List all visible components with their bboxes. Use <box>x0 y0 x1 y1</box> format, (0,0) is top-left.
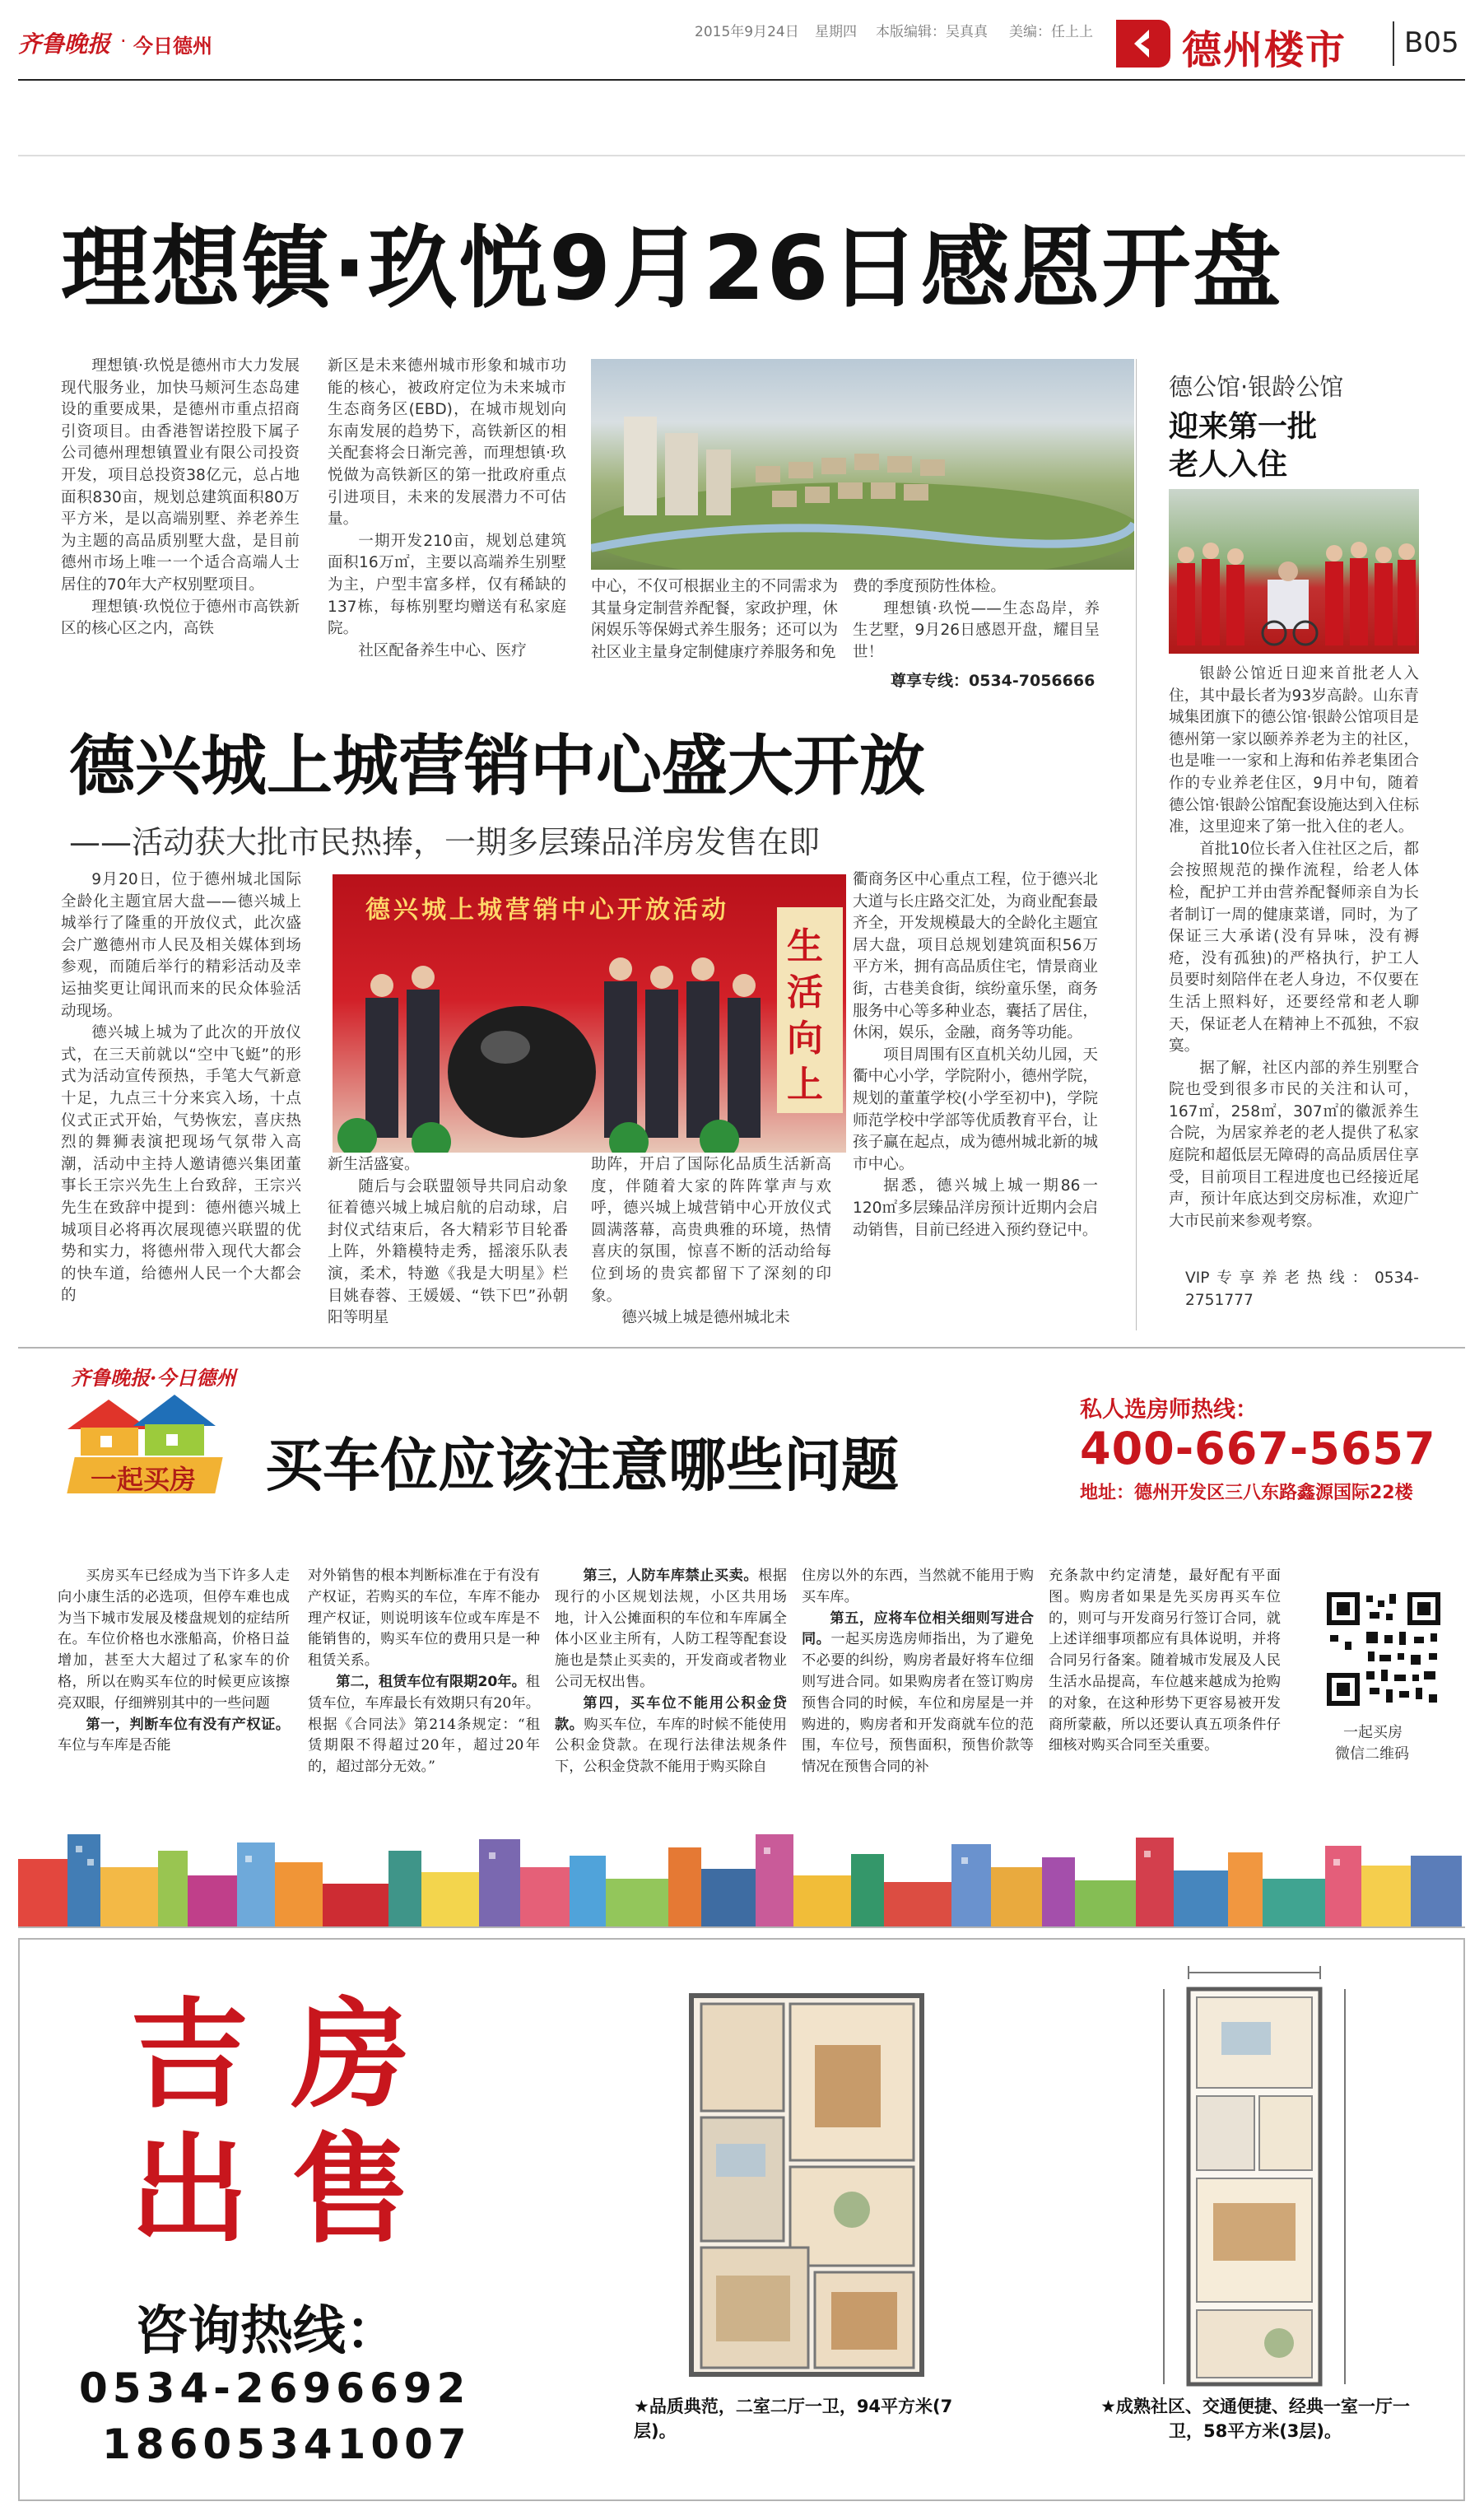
article3-kicker: 德公馆·银龄公馆 <box>1169 373 1344 401</box>
project-aerial-photo <box>591 359 1134 570</box>
article3-title2: 老人入住 <box>1169 448 1288 482</box>
paragraph <box>308 1672 540 1778</box>
article3-title1: 迎来第一批 <box>1169 410 1318 444</box>
article2-col-right <box>853 869 1098 1325</box>
paragraph: 充条款中约定清楚，最好配有平面图。购房者如果是先买房再买车位的，则可与开发商另行签订合同，就上述详细事项都应有具体说明，并将合同另行备案。随着城市发展及人民生活水品提高，车位越来越成为抢购的对象，在这种形势下更容易被开发商所蒙蔽，所以还要认真五项条件仔细核对购买合同至关重要。 <box>1049 1568 1281 1754</box>
paragraph <box>58 1715 290 1758</box>
ad-brand: 齐鲁晚报·今日德州 <box>71 1366 236 1390</box>
section-name: 今日德州 <box>133 35 212 58</box>
column-badge-icon <box>1116 20 1170 68</box>
point-text: 一起买房选房师指出，为了避免不必要的纠纷，购房者最好将车位细则写进合同。如果购房者在签订购房预售合同的时候，车位和房屋是一并购进的，购房者和开发商就车位的范围，车位号，预售面积，预售价款等情况在预售合同的补 <box>802 1631 1034 1776</box>
article1-col3 <box>591 576 838 693</box>
sidebar-divider <box>1136 359 1137 1330</box>
article3-body <box>1169 664 1419 1266</box>
point-heading: 第三，人防车库禁止买卖。 <box>583 1568 759 1584</box>
logo-dot: · <box>120 30 127 53</box>
paragraph: 银龄公馆近日迎来首批老人入住，其中最长者为93岁高龄。山东青城集团旗下的德公馆·银龄公馆项目是德州第一家以颐养养老为主的社区，也是唯一一家和上海和佑养老集团合作的专业养老住区，9月中旬，随着德公馆·银龄公馆配套设施达到入住标准，这里迎来了第一批入住的老人。 <box>1169 665 1419 836</box>
floor-plan-2 <box>1147 1956 1361 2401</box>
article1-col2 <box>328 356 566 693</box>
paragraph: 一期开发210亩，规划总建筑面积16万㎡，主要以高端养生别墅为主，户型丰富多样，仅有稀缺的137栋，每栋别墅均赠送有私家庭院。 <box>328 532 566 638</box>
paragraph: 理想镇·玖悦——生态岛岸，养生艺墅，9月26日感恩开盘，耀目呈世！ <box>853 599 1100 661</box>
qr-caption-1: 一起买房 <box>1343 1724 1403 1741</box>
sale-title-char-1: 吉 <box>130 1986 249 2124</box>
ad-address: 地址：德州开发区三八东路鑫源国际22楼 <box>1080 1483 1413 1503</box>
parking-ad <box>18 1347 1465 1928</box>
point-heading: 第四，买车位不能用公积金贷款。 <box>555 1694 787 1733</box>
floor-plan-1 <box>658 1979 955 2391</box>
paragraph: 衢商务区中心重点工程，位于德兴北大道与长庄路交汇处，为商业配套最齐全，开发规模最大的全龄化主题宜居大盘，项目总规划建筑面积56万平方米，拥有高品质住宅，情景商业街，古巷美食街，缤纷童乐堡，商务服务中心等多种业态，囊括了居住，休闲，娱乐，金融，商务等功能。 <box>853 871 1098 1042</box>
hotline-number: 400-667-5657 <box>1080 1423 1436 1474</box>
sale-phone-1: 0534-2696692 <box>79 2364 471 2412</box>
article3-hotline: VIP专享养老热线：0534-2751777 <box>1185 1269 1419 1309</box>
paragraph: 9月20日，位于德州城北国际全龄化主题宜居大盘——德兴城上城举行了隆重的开放仪式，此次盛会广邀德州市人民及相关媒体到场参观，而随后举行的精彩活动及幸运抽奖更让闻讯而来的民众体验活动现场。 <box>61 871 301 1020</box>
paper-logo: 齐鲁晚报 <box>18 30 111 58</box>
paragraph: 首批10位长者入住社区之后，都会按照规范的操作流程，给老人体检，配护工并由营养配餐师亲自为长者制订一周的健康菜谱，同时，为了保证三大承诺(没有异味，没有褥疮，没有孤独)的严格执行，护工人员要时刻陪伴在老人身边，不仅要在生活上照料好，还要经常和老人聊天，保证老人在精神上不孤独，不寂寞。 <box>1169 840 1419 1055</box>
editor: 本版编辑：吴真真 <box>876 24 988 40</box>
point-heading: 第一，判断车位有没有产权证。 <box>86 1716 290 1733</box>
paragraph: 新生活盛宴。 <box>328 1156 420 1173</box>
paragraph: 据悉，德兴城上城一期86一120㎡多层臻品洋房预计近期内会启动销售，目前已经进入预约登记中。 <box>853 1177 1098 1239</box>
paragraph <box>555 1566 787 1693</box>
point-heading: 第五，应将车位相关细则写进合同。 <box>802 1610 1034 1648</box>
paragraph: 助阵，开启了国际化品质生活新高度，伴随着大家的阵阵掌声与欢呼，德兴城上城营销中心开放仪式圆满落幕，高贵典雅的环境，热情喜庆的氛围，惊喜不断的活动给每位到场的贵宾都留下了深刻的印象。 <box>591 1156 831 1305</box>
point-text: 车位与车库是否能 <box>58 1737 171 1754</box>
ad-col3 <box>555 1566 787 1788</box>
article1-col4 <box>853 576 1100 665</box>
article1-col1 <box>61 356 300 693</box>
paragraph: 对外销售的根本判断标准在于有没有产权证，若购买的车位，车库不能办理产权证，则说明该车位或车库是不能销售的，购买车位的费用只是一种租赁关系。 <box>308 1568 540 1670</box>
paragraph: 德兴城上城是德州城北未 <box>621 1309 790 1325</box>
paragraph: 随后与会联盟领导共同启动象征着德兴城上城启航的启动球，启封仪式结束后，各大精彩节目轮番上阵，外籍模特走秀，摇滚乐队表演，柔术，特邀《我是大明星》栏目姚春蓉、王媛媛、“铁下巴”孙朝阳等明星 <box>328 1177 568 1325</box>
house-sale-ad <box>18 1938 1465 2501</box>
top-rule-gray <box>18 155 1465 156</box>
paragraph: 社区配备养生中心、医疗 <box>358 641 527 659</box>
sale-hotline-label: 咨询热线： <box>135 2301 398 2362</box>
buy-together-label: 一起买房 <box>91 1464 197 1495</box>
sale-phone-2: 18605341007 <box>102 2420 472 2468</box>
paragraph: 中心，不仅可根据业主的不同需求为其量身定制营养配餐，家政护理，休闲娱乐等保姆式养生服务；还可以为社区业主量身定制健康疗养服务和免 <box>591 578 838 661</box>
paragraph: 理想镇·玖悦位于德州市高铁新区的核心区之内，高铁 <box>61 598 300 638</box>
article1-hotline: 尊享专线：0534-7056666 <box>891 672 1096 690</box>
ad-title: 买车位应该注意哪些问题 <box>265 1432 899 1499</box>
photo-banner-text: 德兴城上城营销中心开放活动 <box>365 896 729 925</box>
paragraph: 德兴城上城为了此次的开放仪式，在三天前就以“空中飞蜓”的形式为活动宣传预热，手笔大气新意十足，九点三十分来宾入场，十点仪式正式开始，气势恢宏，喜庆热烈的舞狮表演把现场气氛带入高潮，活动中主持人邀请德兴集团董事长王宗兴先生上台致辞，王宗兴先生在致辞中提到：德州德兴城上城项目必将再次展现德兴联盟的优势和实力，将德州带入现代大都会的快车道，给德州人民一个大都会的 <box>61 1024 301 1305</box>
ad-col4 <box>802 1566 1034 1788</box>
qr-code-icon <box>1324 1589 1444 1709</box>
point-text: 根据现行的小区规划法规，小区共用场地，计入公摊面积的车位和车库属全体小区业主所有，人防工程等配套设施也是禁止买卖的，开发商或者物业公司无权出售。 <box>555 1568 787 1690</box>
weekday: 星期四 <box>815 24 857 40</box>
article1-title: 理想镇·玖悦9月26日感恩开盘 <box>61 217 1283 320</box>
sale-title-char-2: 房 <box>291 1986 411 2124</box>
ad-col5 <box>1049 1566 1281 1788</box>
column-title: 德州楼市 <box>1182 27 1347 73</box>
house-logo-icon <box>59 1388 240 1459</box>
point-text: 租赁车位，车库最长有效期只有20年。根据《合同法》第214条规定：“租赁期限不得超过20年，超过20年的，超过部分无效。” <box>308 1673 540 1776</box>
point-heading: 第二，租赁车位有限期20年。 <box>336 1673 526 1690</box>
point-text: 购买车位，车库的时候不能使用公积金贷款。在现行法律法规条件下，公积金贷款不能用于购买除自 <box>555 1716 787 1776</box>
page-divider <box>1393 21 1394 66</box>
article2-title: 德兴城上城营销中心盛大开放 <box>69 728 925 804</box>
article2-col-mid2 <box>591 1154 831 1325</box>
designer: 美编：任上上 <box>1009 24 1093 40</box>
seniors-welcome-photo <box>1169 489 1419 654</box>
paragraph: 新区是未来德州城市形象和城市功能的核心，被政府定位为未来城市生态商务区(EBD)，在城市规划向东南发展的趋势下，高铁新区的相关配套将会日渐完善，而理想镇·玖悦做为高铁新区的第一批政府重点引进项目，未来的发展潜力不可估量。 <box>328 357 566 529</box>
top-rule <box>18 79 1465 81</box>
paragraph: 费的季度预防性体检。 <box>853 578 1006 595</box>
city-skyline-decoration <box>18 1810 1462 1926</box>
article2-col-mid1 <box>328 1154 568 1325</box>
article2-subtitle: ——活动获大批市民热捧，一期多层臻品洋房发售在即 <box>69 824 821 860</box>
opening-ceremony-photo <box>333 874 846 1153</box>
qr-caption-2: 微信二维码 <box>1335 1745 1409 1763</box>
page-number: B05 <box>1404 26 1459 59</box>
date: 2015年9月24日 <box>695 24 799 40</box>
photo-side-text: 生活向上 <box>787 925 823 1106</box>
paragraph <box>802 1609 1034 1778</box>
article2-col-left <box>61 869 301 1322</box>
paragraph: 住房以外的东西，当然就不能用于购买车库。 <box>802 1568 1034 1605</box>
hotline-label: 私人选房师热线： <box>1080 1397 1258 1423</box>
paragraph: 买房买车已经成为当下许多人走向小康生活的必选项，但停车难也成为当下城市发展及楼盘规划的症结所在。车位价格也水涨船高，价格日益增加，甚至大大超过了私家车的价格，所以在购买车位的时候更应该擦亮双眼，仔细辨别其中的一些问题 <box>58 1568 290 1712</box>
sale-title-char-3: 出 <box>130 2121 249 2259</box>
paragraph: 理想镇·玖悦是德州市大力发展现代服务业，加快马颊河生态岛建设的重要成果，是德州市重点招商引资项目。由香港智诺控股下属子公司德州理想镇置业有限公司投资开发，项目总投资38亿元，总占地面积830亩，规划总建筑面积80万平方米，是以高端别墅、养老养生为主题的高品质别墅大盘，是目前德州市场上唯一一个适合高端人士居住的70年大产权别墅项目。 <box>61 357 300 594</box>
paragraph <box>555 1693 787 1778</box>
floor-plan-1-caption: ★品质典范，二室二厅一卫，94平方米(7层)。 <box>634 2397 953 2441</box>
ad-col2 <box>308 1566 540 1788</box>
paragraph: 项目周围有区直机关幼儿园，天衢中心小学，学院附小，德州学院，规划的董董学校(小学至初中)，学院师范学校中学部等优质教育平台，让孩子赢在起点，成为德州城北新的城市中心。 <box>853 1046 1098 1173</box>
ad-col1 <box>58 1566 290 1788</box>
paragraph: 据了解，社区内部的养生别墅合院也受到很多市民的关注和认可，167㎡，258㎡，307㎡的徽派养生合院，为居家养老的老人提供了私家庭院和超低层无障碍的高品质居住享受，目前项目工程进度也已经接近尾声，预计年底达到交房标准，欢迎广大市民前来参观考察。 <box>1169 1059 1419 1230</box>
sale-title-char-4: 售 <box>291 2121 411 2259</box>
masthead <box>18 7 1465 77</box>
floor-plan-2-caption: ★成熟社区、交通便捷、经典一室一厅一卫，58平方米(3层)。 <box>1100 2397 1410 2441</box>
